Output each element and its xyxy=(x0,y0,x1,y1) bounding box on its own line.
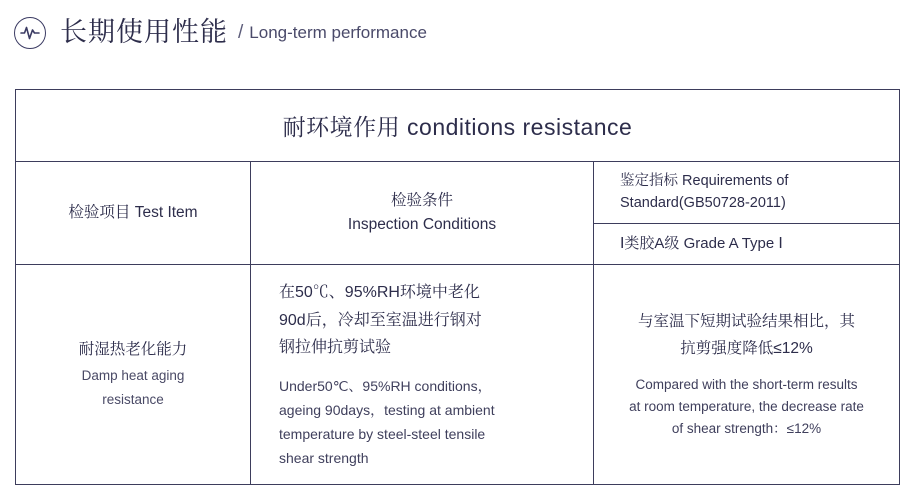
table-title: 耐环境作用 conditions resistance xyxy=(16,90,899,162)
conditions-en-line2: ageing 90days，testing at ambient xyxy=(279,401,495,418)
page-title: 长期使用性能 xyxy=(60,16,228,47)
page-subtitle: Long-term performance xyxy=(249,22,427,42)
header-test-item-label: 检验项目 Test Item xyxy=(68,203,198,221)
requirement-cn-line2: 抗剪强度降低≤12% xyxy=(680,340,813,358)
cell-inspection-conditions xyxy=(251,265,594,484)
test-item-en-line1: Damp heat aging xyxy=(81,368,185,384)
requirement-cn-line1: 与室温下短期试验结果相比，其 xyxy=(637,313,855,331)
wave-circle-icon xyxy=(14,17,46,49)
header-grade-class: Ⅰ类胶A级 Grade A Type Ⅰ xyxy=(620,235,783,253)
table-header-row xyxy=(16,162,899,265)
conditions-en-line4: shear strength xyxy=(279,449,369,466)
header-requirements-line1: 鉴定指标 Requirements of xyxy=(620,172,789,189)
conditions-cn-line2: 90d后，冷却至室温进行钢对 xyxy=(279,311,482,329)
header-col-requirements xyxy=(594,162,899,264)
conditions-cn-line1: 在50℃、95%RH环境中老化 xyxy=(279,284,480,301)
requirement-en-line1: Compared with the short-term results xyxy=(635,376,858,392)
conditions-en-line1: Under50℃、95%RH conditions， xyxy=(279,377,492,394)
conditions-en-line3: temperature by steel-steel tensile xyxy=(279,425,486,442)
conditions-cn-line3: 钢拉伸抗剪试验 xyxy=(279,339,392,357)
cell-test-item xyxy=(16,265,251,484)
header-requirements-standard xyxy=(594,162,899,224)
header-inspection-conditions-label xyxy=(251,162,593,264)
performance-table xyxy=(15,89,900,485)
header-col-test-item xyxy=(16,162,251,264)
requirement-en-line2: at room temperature, the decrease rate xyxy=(629,398,864,414)
header-requirements-line2: Standard(GB50728-2011) xyxy=(620,194,786,211)
header-conditions-en: Inspection Conditions xyxy=(347,216,497,233)
cell-requirement xyxy=(594,265,899,484)
title-separator: / xyxy=(238,21,244,43)
table-row xyxy=(16,265,899,484)
requirement-en-line3: of shear strength：≤12% xyxy=(671,420,822,436)
page-header xyxy=(0,0,915,52)
header-col-inspection-conditions xyxy=(251,162,594,264)
test-item-cn: 耐湿热老化能力 xyxy=(78,341,188,359)
test-item-en-line2: resistance xyxy=(102,391,164,407)
header-conditions-cn: 检验条件 xyxy=(390,191,453,209)
